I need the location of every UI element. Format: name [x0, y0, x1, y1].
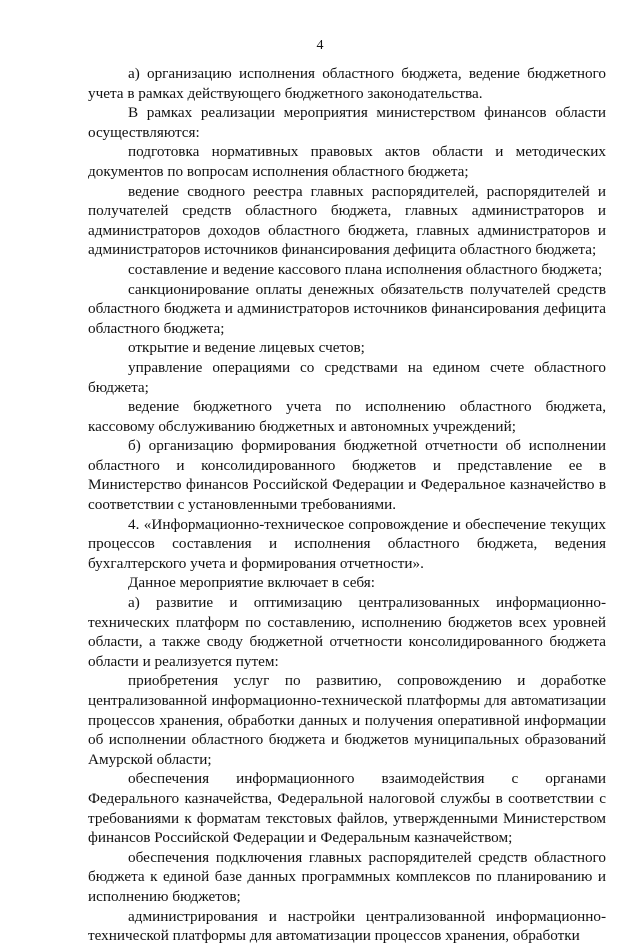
paragraph: б) организацию формирования бюджетной отчетности об исполнении областного и консолидированного бюджетов и представление ее в Министерство финансов Российской Федерации и Федеральное казначейство в соответствии с установленными требованиями. — [88, 437, 606, 514]
document-body — [88, 64, 606, 946]
page-number: 4 — [316, 38, 324, 53]
paragraph: а) развитие и оптимизацию централизованных информационно-технических платформ по составлению, исполнению бюджетов всех уровней области, а также своду бюджетной отчетности консолидированного бюджета области и реализуется путем: — [88, 594, 606, 670]
paragraph: приобретения услуг по развитию, сопровождению и доработке централизованной информационно-технической платформы для автоматизации процессов хранения, обработки данных и получения оперативной информации об исполнении областного бюджета и бюджетов муниципальных образований Амурской области; — [88, 672, 606, 768]
paragraph: администрирования и настройки централизованной информационно-технической платформы для автоматизации процессов хранения, обработки — [88, 907, 606, 945]
paragraph: ведение сводного реестра главных распорядителей, распорядителей и получателей средств областного бюджета, главных администраторов и администраторов доходов областного бюджета, главных администраторов и администраторов источников финансирования дефицита областного бюджета; — [88, 182, 606, 259]
paragraph: В рамках реализации мероприятия министерством финансов области осуществляются: — [88, 104, 606, 141]
paragraph: обеспечения подключения главных распорядителей средств областного бюджета к единой базе данных программных комплексов по планированию и исполнению бюджетов; — [88, 848, 606, 905]
paragraph: открытие и ведение лицевых счетов; — [128, 339, 365, 357]
paragraph: санкционирование оплаты денежных обязательств получателей средств областного бюджета и администраторов источников финансирования дефицита областного бюджета; — [88, 280, 606, 337]
paragraph: 4. «Информационно-техническое сопровождение и обеспечение текущих процессов составления и исполнения областного бюджета, ведения бухгалтерского учета и формирования отчетности». — [88, 515, 606, 572]
paragraph: а) организацию исполнения областного бюджета, ведение бюджетного учета в рамках действующего бюджетного законодательства. — [88, 65, 606, 102]
paragraph: составление и ведение кассового плана исполнения областного бюджета; — [128, 260, 603, 278]
paragraph: Данное мероприятие включает в себя: — [128, 574, 375, 592]
paragraph: обеспечения информационного взаимодействия с органами Федерального казначейства, Федеральной налоговой службы в соответствии с требованиями к форматам текстовых файлов, утвержденными Министерством финансов Российской Федерации и Федеральным казначейством; — [88, 770, 606, 847]
paragraph: подготовка нормативных правовых актов области и методических документов по вопросам исполнения областного бюджета; — [88, 143, 606, 180]
paragraph: ведение бюджетного учета по исполнению областного бюджета, кассовому обслуживанию бюджетных и автономных учреждений; — [88, 398, 606, 435]
paragraph: управление операциями со средствами на едином счете областного бюджета; — [88, 358, 606, 396]
